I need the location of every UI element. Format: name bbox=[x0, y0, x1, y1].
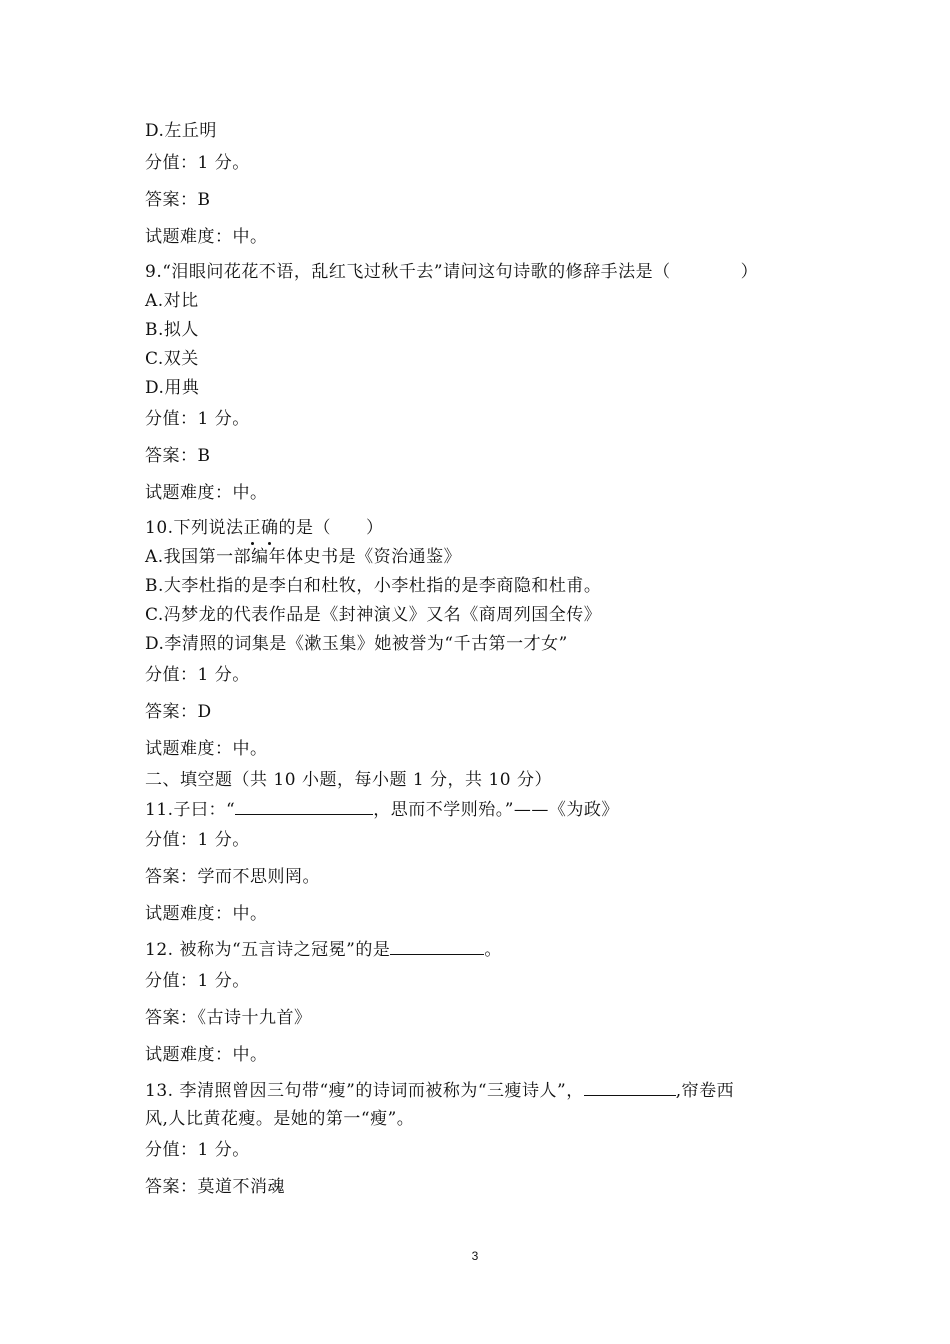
page-number: 3 bbox=[471, 1249, 479, 1263]
q10-difficulty: 试题难度：中。 bbox=[145, 739, 268, 759]
q12-stem bbox=[145, 938, 502, 961]
q12-difficulty: 试题难度：中。 bbox=[145, 1045, 268, 1065]
q9-option-c: C.双关 bbox=[145, 349, 199, 369]
q13-score: 分值：1 分。 bbox=[145, 1140, 250, 1160]
q8-option-d: D.左丘明 bbox=[145, 121, 217, 141]
q8-difficulty: 试题难度：中。 bbox=[145, 227, 268, 247]
emphasis-dot-char: 确 bbox=[261, 518, 279, 538]
q11-stem bbox=[145, 798, 619, 821]
q10-option-a: A.我国第一部编年体史书是《资治通鉴》 bbox=[145, 547, 462, 567]
q12-answer: 答案：《古诗十九首》 bbox=[145, 1008, 312, 1028]
q9-answer: 答案：B bbox=[145, 446, 211, 466]
q9-score: 分值：1 分。 bbox=[145, 409, 250, 429]
q9-option-d: D.用典 bbox=[145, 378, 200, 398]
q10-stem-end: 的是（ ） bbox=[278, 518, 384, 538]
q9-difficulty: 试题难度：中。 bbox=[145, 483, 268, 503]
q13-stem bbox=[145, 1079, 734, 1102]
q11-stem-start: 11.子曰：“ bbox=[145, 800, 236, 820]
q13-stem-start: 13. 李清照曾因三句带“瘦”的诗词而被称为“三瘦诗人”， bbox=[145, 1081, 584, 1101]
q13-stem-continued: 风,人比黄花瘦。是她的第一“瘦”。 bbox=[145, 1109, 415, 1129]
answer-blank bbox=[584, 1079, 676, 1096]
q11-stem-end: ，思而不学则殆。”——《为政》 bbox=[373, 800, 619, 820]
q11-difficulty: 试题难度：中。 bbox=[145, 904, 268, 924]
q11-answer: 答案：学而不思则罔。 bbox=[145, 867, 320, 887]
q10-score: 分值：1 分。 bbox=[145, 665, 250, 685]
q10-answer: 答案：D bbox=[145, 702, 212, 722]
q9-option-b: B.拟人 bbox=[145, 320, 199, 340]
answer-blank bbox=[390, 938, 484, 955]
q8-score: 分值：1 分。 bbox=[145, 153, 250, 173]
q10-option-d: D.李清照的词集是《漱玉集》她被誉为“千古第一才女” bbox=[145, 634, 568, 654]
section-heading-fill-blank: 二、填空题（共 10 小题，每小题 1 分，共 10 分） bbox=[145, 770, 553, 790]
q11-score: 分值：1 分。 bbox=[145, 830, 250, 850]
q13-answer: 答案：莫道不消魂 bbox=[145, 1177, 285, 1197]
q8-answer: 答案：B bbox=[145, 190, 211, 210]
q13-stem-end: ,帘卷西 bbox=[675, 1081, 735, 1101]
q10-option-b: B.大李杜指的是李白和杜牧，小李杜指的是李商隐和杜甫。 bbox=[145, 576, 602, 596]
q10-option-c: C.冯梦龙的代表作品是《封神演义》又名《商周列国全传》 bbox=[145, 605, 602, 625]
answer-blank bbox=[235, 798, 373, 815]
q12-stem-start: 12. 被称为“五言诗之冠冕”的是 bbox=[145, 940, 391, 960]
q9-stem: 9.“泪眼问花花不语，乱红飞过秋千去”请问这句诗歌的修辞手法是（ ） bbox=[145, 262, 759, 282]
q12-stem-end: 。 bbox=[484, 940, 502, 960]
q9-option-a: A.对比 bbox=[145, 291, 199, 311]
q10-stem-start: 10.下列说法 bbox=[145, 518, 244, 538]
emphasis-dot-char: 正 bbox=[243, 518, 262, 538]
q10-stem bbox=[145, 517, 384, 539]
q12-score: 分值：1 分。 bbox=[145, 971, 250, 991]
